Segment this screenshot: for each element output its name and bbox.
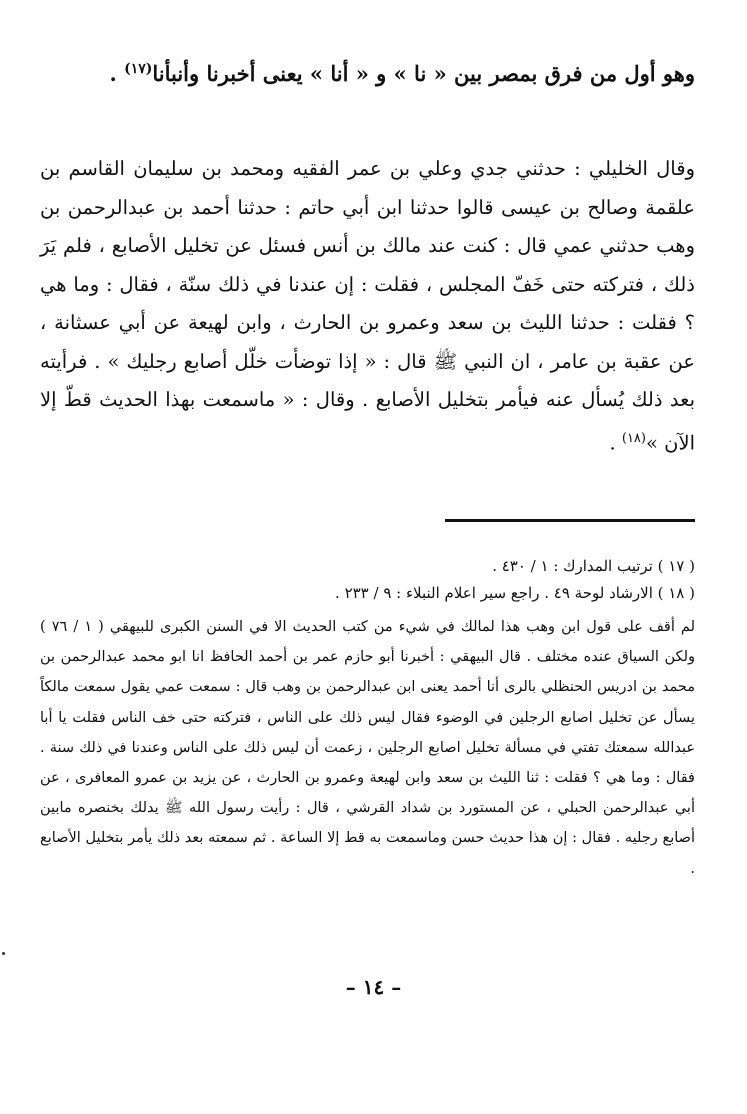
footnote-17: ( ١٧ ) ترتيب المدارك : ١ / ٤٣٠ . [492, 557, 695, 575]
footnote-separator [445, 519, 695, 522]
page-number: – ١٤ – [345, 975, 402, 999]
footnote-citations [40, 553, 695, 607]
main-text: وقال الخليلي : حدثني جدي وعلي بن عمر الفقيه ومحمد بن سليمان القاسم بن علقمة وصالح بن عيسى قالوا حدثنا ابن أبي حاتم : حدثنا أحمد بن عبدالرحمن بن وهب حدثني عمي قال : كنت عند مالك بن أنس فسئل عن تخليل الأصابع ، فلم يَرَ ذلك ، فتركته حتى خَفّ المجلس ، فقلت : إن عندنا في ذلك سنّة ، فقال : وما هي ؟ فقلت : حدثنا الليث بن سعد وعمرو بن الحارث ، وابن لهيعة عن أبي عسثانة ، عن عقبة بن عامر ، ان النبي ﷺ قال : « إذا توضأت خلّل أصابع رجليك » . فرأيته بعد ذلك يُسأل عنه فيأمر بتخليل الأصابع . وقال : « ماسمعت بهذا الحديث قطّ إلا الآن » [40, 157, 695, 454]
footnote-ref-18: (١٨) [621, 430, 646, 446]
opening-paragraph [40, 50, 695, 93]
footnote-18: ( ١٨ ) الارشاد لوحة ٤٩ . راجع سير اعلام النبلاء : ٩ / ٢٣٣ . [335, 584, 695, 602]
scan-speck [2, 952, 5, 955]
main-paragraph [40, 150, 695, 463]
main-tail: . [609, 431, 622, 454]
opening-text: وهو أول من فرق بمصر بين « نا » و « أنا » يعنى أخبرنا وأنبأنا [152, 61, 695, 86]
footnote-18-body: لم أقف على قول ابن وهب هذا لمالك في شيء من كتب الحديث الا في السنن الكبرى للبيهقي ( ١ / ٧٦ ) ولكن السياق عنده مختلف . قال البيهقي : أخبرنا أبو حازم عمر بن أحمد الحافظ انا ابو محمد عبدالرحمن بن محمد بن ادريس الحنظلي بالرى أنا أحمد يعنى ابن عبدالرحمن بن وهب قال : سمعت عمي يقول سمعت مالكاً يسأل عن تخليل اصابع الرجلين في الوضوء فقال ليس ذلك على الناس ، فتركته حتى خف الناس فقلت يا أبا عبدالله سمعتك تفتي في مسألة تخليل اصابع الرجلين ، زعمت أن ليس ذلك على الناس وعندنا في ذلك سنة . فقال : وما هي ؟ فقلت : ثنا الليث بن سعد وابن لهيعة وعمرو بن الحارث ، عن يزيد بن عمرو المعافرى ، عن أبي عبدالرحمن الحبلي ، عن المستورد بن شداد القرشي ، قال : رأيت رسول الله ﷺ يدلك بخنصره مابين أصابع رجليه . فقال : إن هذا حديث حسن وماسمعت به قط إلا الساعة . ثم سمعته بعد ذلك يأمر بتخليل الأصابع . [40, 619, 695, 877]
opening-tail: . [109, 61, 125, 86]
footnote-ref-17: (١٧) [124, 61, 153, 77]
